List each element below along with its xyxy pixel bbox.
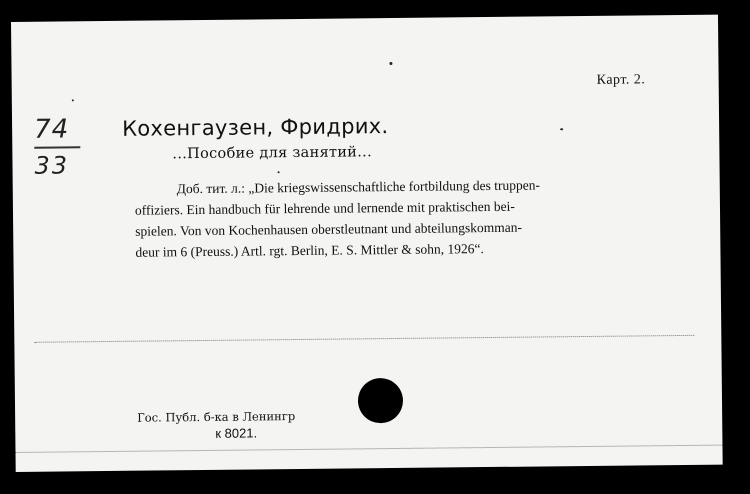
note-line: offiziers. Ein handbuch für lehrende und lernende mit praktischen bei- <box>134 198 515 218</box>
shelf-mark-divider <box>34 146 80 148</box>
note-line: Доб. тит. л.: „Die kriegswissenschaftliche fortbildung des truppen- <box>176 177 541 197</box>
catalog-card <box>11 15 723 472</box>
ink-speck <box>72 99 74 101</box>
title-russian: ...Пособие для занятий... <box>172 144 373 163</box>
library-stamp: Гос. Публ. б-ка в Ленингр <box>137 409 296 425</box>
card-number: Карт. 2. <box>596 72 646 88</box>
author-heading: Кохенгаузен, Фридрих. <box>121 114 389 141</box>
ink-speck <box>560 128 563 130</box>
stamp-number: к 8021. <box>215 425 258 441</box>
dotted-line <box>34 335 694 343</box>
dotted-line <box>16 445 723 453</box>
shelf-mark-bottom: 33 <box>34 151 70 180</box>
note-line: deur im 6 (Preuss.) Artl. rgt. Berlin, E. S. Mittler & sohn, 1926“. <box>135 241 484 260</box>
added-title-note <box>135 173 696 263</box>
ink-speck <box>278 171 280 173</box>
punch-hole <box>358 378 403 423</box>
shelf-mark-top: 74 <box>33 114 70 145</box>
note-line: spielen. Von von Kochenhausen oberstleutnant und abteilungskomman- <box>135 219 523 239</box>
ink-speck <box>389 62 392 65</box>
